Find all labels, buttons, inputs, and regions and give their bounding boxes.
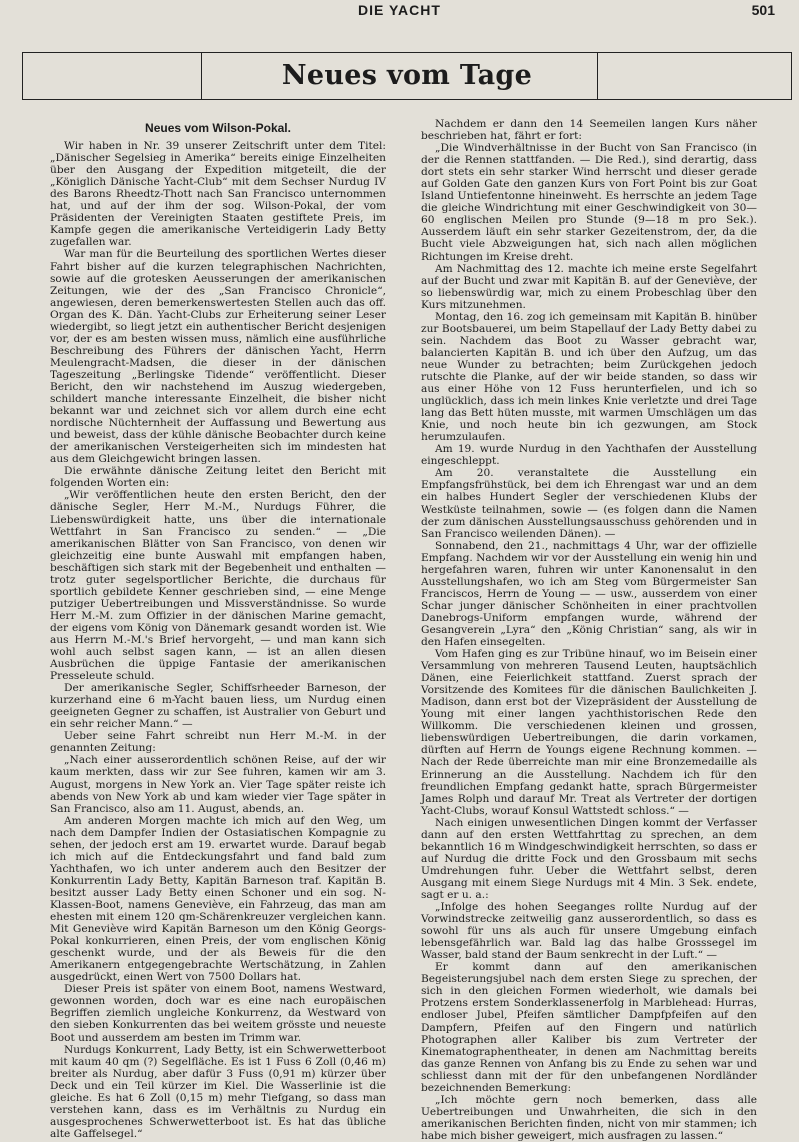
column-gutter	[396, 118, 408, 1098]
page-number: 501	[751, 2, 775, 18]
paragraph: Er kommt dann auf den amerikanischen Begeisterungsjubel nach dem ersten Siege zu sprechen, der sich in den gleichen Formen wiederholt, wie damals bei Protzens erstem Sonderklassenerfolg in Marblehead: Hurras, endloser Jubel, Pfeifen sämtlicher Dampfpfeifen auf den Dampfern, Pfeifen auf den Fingern und natürlich Photographen aller Kaliber bis zum Vertreter der Kinematographentheater, in denen am Nachmittag bereits das ganze Rennen von Anfang bis zu Ende zu sehen war und schliesst dann mit der für den unbefangenen Nordländer bezeichnenden Bemerkung:	[421, 961, 757, 1094]
paragraph: „Infolge des hohen Seeganges rollte Nurdug auf der Vorwindstrecke zeitweilig ganz ausserordentlich, so dass es sowohl für uns als auch für unsere Umgebung einfach lebensgefährlich war. Bald lag das halbe Grosssegel im Wasser, bald stand der Baum senkrecht in der Luft.“ —	[421, 901, 757, 962]
right-column	[421, 118, 757, 1142]
paragraph: Ueber seine Fahrt schreibt nun Herr M.-M. in der genannten Zeitung:	[50, 730, 386, 755]
article-heading: Neues vom Wilson-Pokal.	[145, 121, 291, 135]
paragraph: „Die Windverhältnisse in der Bucht von San Francisco (in der die Rennen stattfanden. — Die Red.), sind derartig, dass dort stets ein sehr starker Wind herrscht und dieser gerade auf Golden Gate den ganzen Kurs von Fort Point bis zur Goat Island Untiefentonne hineinweht. Es herrschte an jedem Tage die gleiche Windrichtung mit einer Geschwindigkeit von 30—60 englischen Meilen pro Stunde (9—18 m pro Sek.). Ausserdem läuft ein sehr starker Gezeitenstrom, der, da die Bucht viele Abzweigungen hat, sich nach allen möglichen Richtungen im Kreise dreht.	[421, 142, 757, 263]
paragraph: Am 19. wurde Nurdug in den Yachthafen der Ausstellung eingeschleppt.	[421, 443, 757, 468]
paragraph: Nurdugs Konkurrent, Lady Betty, ist ein Schwerwetterboot mit kaum 40 qm (?) Segelfläche. Es ist 1 Fuss 6 Zoll (0,46 m) breiter als Nurdug, aber dafür 3 Fuss (0,91 m) kürzer über Deck und ein Teil kürzer im Kiel. Die Wasserlinie ist die gleiche. Es hat 6 Zoll (0,15 m) mehr Tiefgang, so dass man verstehen kann, dass es im Verhältnis zu Nurdug ein ausgesprochenes Schwerwetterboot ist. Es hat das übliche alte Gaffelsegel.“	[50, 1043, 386, 1140]
paragraph: Nachdem er dann den 14 Seemeilen langen Kurs näher beschrieben hat, fährt er fort:	[421, 118, 757, 143]
paragraph: Am Nachmittag des 12. machte ich meine erste Segelfahrt auf der Bucht und zwar mit Kapitän B. auf der Geneviève, der so liebenswürdig war, mich zu einem Probeschlag über den Kurs mitzunehmen.	[421, 262, 757, 311]
paragraph: Vom Hafen ging es zur Tribüne hinauf, wo im Beisein einer Versammlung von mehreren Tausend Leuten, hauptsächlich Dänen, eine Feierlichkeit stattfand. Zuerst sprach der Vorsitzende des Komitees für die dänischen Baulichkeiten J. Madison, dann erst bot der Vizepräsident der Ausstellung de Young mit einer langen yachthistorischen Rede den Willkomm. Die verschiedenen kleinen und grossen, liebenswürdigen Uebertreibungen, die darin vorkamen, dürften auf Herrn de Youngs eigene Rechnung kommen. — Nach der Rede überreichte man mir eine Bronzemedaille als Erinnerung an die Ausstellung. Nachdem ich für den freundlichen Empfang gedankt hatte, sprach Bürgermeister James Rolph und darauf Mr. Treat als Vertreter der dortigen Yacht-Clubs, worauf Konsul Wattstedt schloss.“ —	[421, 648, 757, 817]
right-column-text	[421, 118, 757, 1142]
paragraph: Montag, den 16. zog ich gemeinsam mit Kapitän B. hinüber zur Bootsbauerei, um beim Stapellauf der Lady Betty dabei zu sein. Nachdem das Boot zu Wasser gebracht war, balancierten Kapitän B. und ich über den Aufzug, um das neue Wunder zu betrachten; beim Zurückgehen jedoch rutschte die Planke, auf der wir beide standen, so dass wir aus einer Höhe von 12 Fuss herunterfielen, und ich so unglücklich, dass ich mein linkes Knie verletzte und drei Tage lang das Bett hüten musste, mit warmen Umschlägen um das Knie, und noch heute bin ich gezwungen, am Stock herumzulaufen.	[421, 310, 757, 444]
paragraph: „Ich möchte gern noch bemerken, dass alle Uebertreibungen und Unwahrheiten, die sich in den amerikanischen Berichten finden, nicht von mir stammen; ich habe mich bisher geweigert, mich ausfragen zu lassen.“	[421, 1093, 757, 1142]
left-column	[50, 118, 386, 1140]
left-column-text	[50, 140, 386, 1140]
section-title: Neues vom Tage	[281, 60, 533, 91]
paragraph: Wir haben in Nr. 39 unserer Zeitschrift unter dem Titel: „Dänischer Segelsieg in Amerika“ bereits einige Einzelheiten über den Ausgang der Expedition mitgeteilt, die der „Königlich Dänische Yacht-Club“ mit dem Sechser Nurdug IV des Barons Rheedtz-Thott nach San Francisco unternommen hat, und auf der ihm der sog. Wilson-Pokal, der vom Präsidenten der Vereinigten Staaten gestiftete Preis, im Kampfe gegen die amerikanische Verteidigerin Lady Betty zugefallen war.	[50, 140, 386, 249]
section-title-box	[22, 52, 792, 100]
paragraph: Nach einigen unwesentlichen Dingen kommt der Verfasser dann auf den ersten Wettfahrttag zu sprechen, an dem bekanntlich 16 m Windgeschwindigkeit herrschten, so dass er auf Nurdug die dritte Fock und den Grossbaum mit sechs Umdrehungen fuhr. Ueber die Wettfahrt selbst, deren Ausgang mit einem Siege Nurdugs mit 4 Min. 3 Sek. endete, sagt er u. a.:	[421, 816, 757, 901]
paragraph: War man für die Beurteilung des sportlichen Wertes dieser Fahrt bisher auf die kurzen telegraphischen Nachrichten, sowie auf die grotesken Aeusserungen der amerikanischen Zeitungen, wie der des „San Francisco Chronicle“, angewiesen, deren bemerkenswertesten Stellen auch das off. Organ des K. Dän. Yacht-Clubs zur Erheiterung seiner Leser wiedergibt, so liegt jetzt ein authentischer Bericht desjenigen vor, der es am besten wissen muss, nämlich eine ausführliche Beschreibung des Führers der dänischen Yacht, Herrn Meulengracht-Madsen, die dieser in der dänischen Tageszeitung „Berlingske Tidende“ veröffentlicht. Dieser Bericht, den wir nachstehend im Auszug wiedergeben, schildert manche interessante Einzelheit, die bisher nicht bekannt war und zeichnet sich vor allem durch eine echt nordische Nüchternheit der Auffassung und Bewertung aus und beweist, dass der kühle dänische Beobachter durch keine der amerikanischen Versteigerheiten sich im mindesten hat aus dem Gleichgewicht bringen lassen.	[50, 248, 386, 466]
running-title: DIE YACHT	[358, 2, 441, 18]
paragraph: Der amerikanische Segler, Schiffsrheeder Barneson, der kurzerhand eine 6 m-Yacht bauen liess, um Nurdug einen geeigneten Gegner zu schaffen, ist Australier von Geburt und ein sehr reicher Mann.“ —	[50, 682, 386, 731]
paragraph: Am anderen Morgen machte ich mich auf den Weg, um nach dem Dampfer Indien der Ostasiatischen Kompagnie zu sehen, der jedoch erst am 19. erwartet wurde. Darauf begab ich mich auf die Entdeckungsfahrt und fand bald zum Yachthafen, wo ich unter anderem auch den Besitzer der Konkurrentin Lady Betty, Kapitän Barneson traf. Kapitän B. besitzt ausser Lady Betty einen Schoner und ein sog. N-Klassen-Boot, namens Geneviève, ein Fahrzeug, das man am ehesten mit einem 120 qm-Schärenkreuzer vergleichen kann. Mit Geneviève wird Kapitän Barneson um den König Georgs-Pokal konkurrieren, einen Preis, der vom englischen König geschenkt wurde, und der als Beweis für die den Amerikanern entgegengebrachte Wertschätzung, in Zahlen ausgedrückt, einen Wert von 7500 Dollars hat.	[50, 814, 386, 984]
paragraph: Am 20. veranstaltete die Ausstellung ein Empfangsfrühstück, bei dem ich Ehrengast war und an dem ein halbes Hundert Segler der verschiedenen Klubs der Westküste teilnahmen, sowie — (es folgen dann die Namen der zum dänischen Ausstellungsausschuss gehörenden und in San Francisco weilenden Dänen). —	[421, 467, 757, 540]
running-head	[0, 0, 799, 22]
paragraph: Sonnabend, den 21., nachmittags 4 Uhr, war der offizielle Empfang. Nachdem wir vor der Ausstellung ein wenig hin und hergefahren waren, fuhren wir unter Kanonensalut in den Ausstellungshafen, wo ich am Steg vom Bürgermeister San Franciscos, Herrn de Young — — usw., ausserdem von einer Schar junger dänischer Schönheiten in einer prachtvollen Danebrogs-Uniform empfangen wurde, während der Gesangverein „Lyra“ den „König Christian“ sang, als wir in den Hafen einsegelten.	[421, 539, 757, 649]
paragraph: Dieser Preis ist später von einem Boot, namens Westward, gewonnen worden, doch war es eine nach europäischen Begriffen ziemlich ungleiche Konkurrenz, da Westward von den sieben Konkurrenten das bei weitem grösste und neueste Boot und ausserdem am besten im Trimm war.	[50, 983, 386, 1044]
paragraph: „Wir veröffentlichen heute den ersten Bericht, den der dänische Segler, Herr M.-M., Nurdugs Führer, die Liebenswürdigkeit hatte, uns über die internationale Wettfahrt in San Francisco zu senden.“ — „Die amerikanischen Blätter von San Francisco, von denen wir gleichzeitig eine bunte Auswahl mit empfangen haben, beschäftigen sich stark mit der Begebenheit und enthalten — trotz guter segelsportlicher Berichte, die durchaus für sportlich gebildete Kenner geschrieben sind, — eine Menge putziger Uebertreibungen und Missverständnisse. So wurde Herr M.-M. zum Offizier in der dänischen Marine gemacht, der eigens vom König von Dänemark gesandt worden ist. Wie aus Herrn M.-M.'s Brief hervorgeht, — und man kann sich wohl auch selbst sagen kann, — ist an allen diesen Ausbrüchen die üppige Fantasie der amerikanischen Presseleute schuld.	[50, 489, 386, 683]
paragraph: Die erwähnte dänische Zeitung leitet den Bericht mit folgenden Worten ein:	[50, 465, 386, 490]
paragraph: „Nach einer ausserordentlich schönen Reise, auf der wir kaum merkten, dass wir zur See fuhren, kamen wir am 3. August, morgens in New York an. Vier Tage später reiste ich abends von New York ab und kam wieder vier Tage später in San Francisco, also am 11. August, abends, an.	[50, 754, 386, 815]
